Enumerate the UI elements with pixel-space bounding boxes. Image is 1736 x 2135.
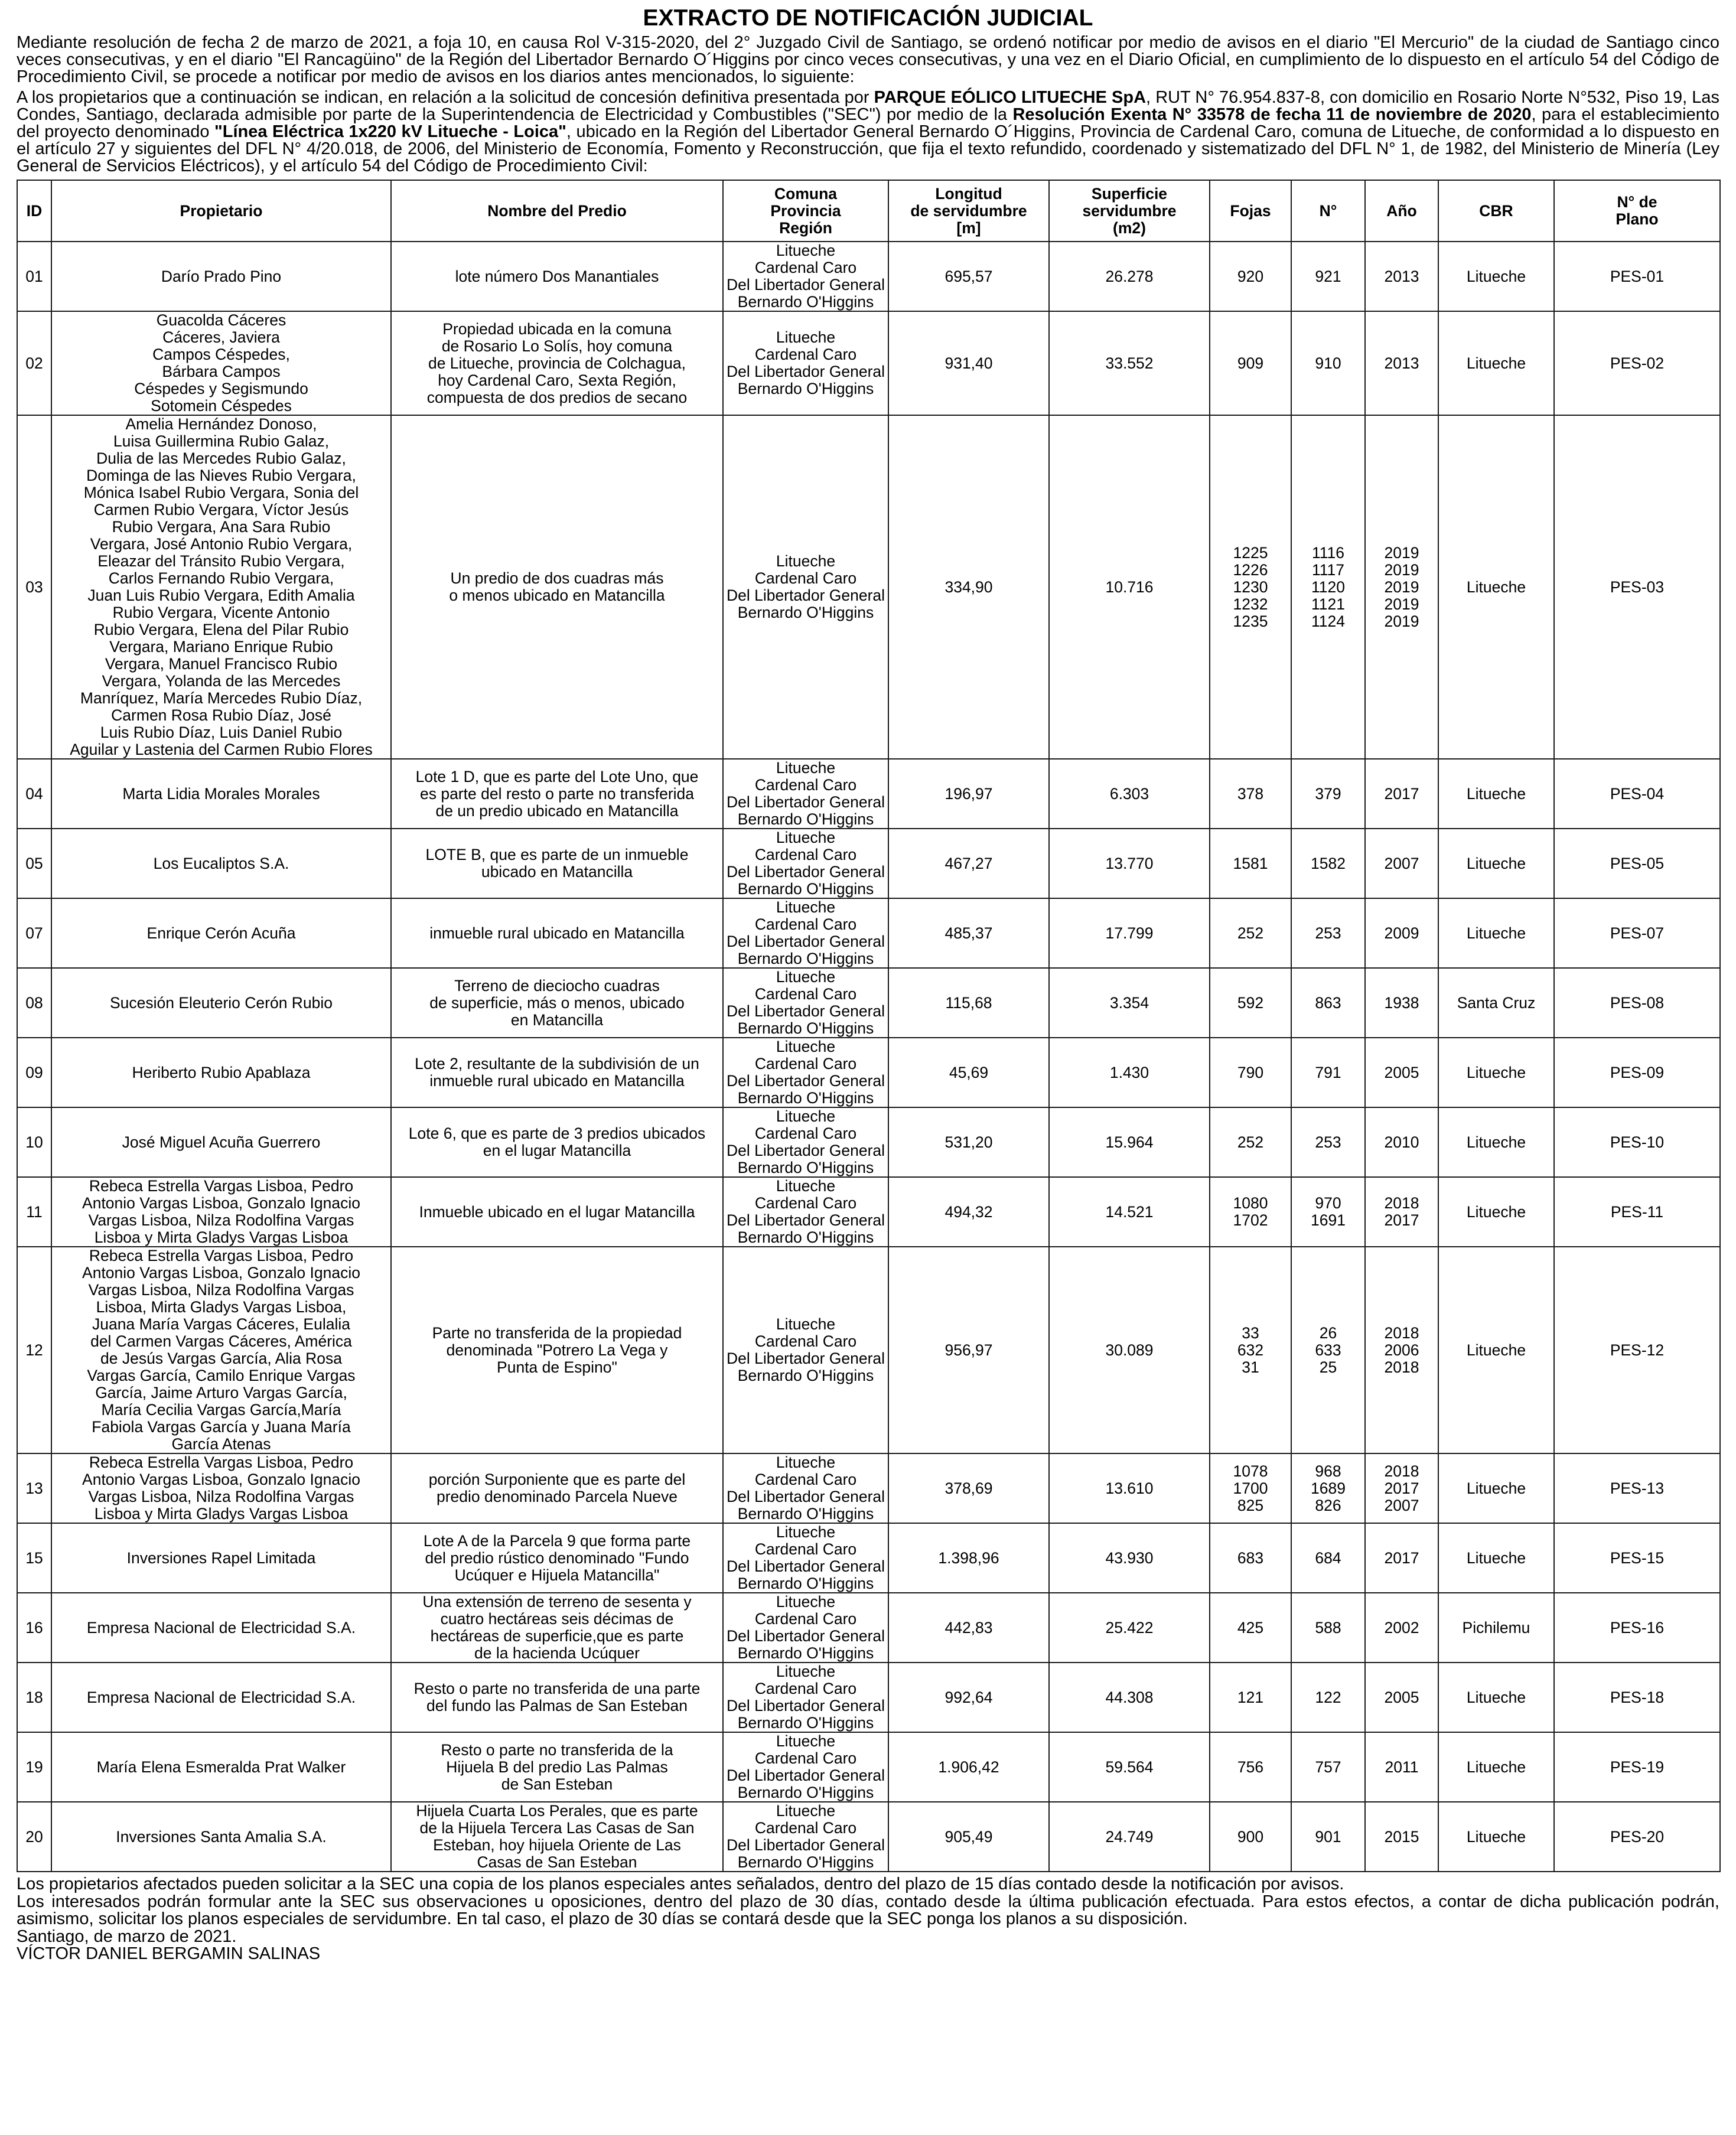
- cell-fojas: 121: [1210, 1663, 1291, 1732]
- cell-comuna: Litueche Cardenal Caro Del Libertador General Bernardo O'Higgins: [723, 968, 888, 1038]
- cell-plano: PES-20: [1554, 1802, 1720, 1872]
- header-superficie: Superficie servidumbre (m2): [1049, 180, 1210, 242]
- cell-anio: 2017: [1365, 759, 1438, 829]
- cell-id: 08: [17, 968, 51, 1038]
- cell-cbr: Litueche: [1438, 759, 1554, 829]
- cell-cbr: Litueche: [1438, 311, 1554, 415]
- cell-comuna: Litueche Cardenal Caro Del Libertador General Bernardo O'Higgins: [723, 1802, 888, 1872]
- cell-nombre-predio: inmueble rural ubicado en Matancilla: [391, 898, 723, 968]
- cell-anio: 2019 2019 2019 2019 2019: [1365, 415, 1438, 759]
- cell-id: 12: [17, 1247, 51, 1453]
- cell-longitud: 115,68: [888, 968, 1049, 1038]
- cell-anio: 2005: [1365, 1663, 1438, 1732]
- cell-numero: 910: [1291, 311, 1365, 415]
- table-row: [17, 1247, 1720, 1453]
- cell-id: 10: [17, 1107, 51, 1177]
- cell-superficie: 26.278: [1049, 242, 1210, 311]
- cell-superficie: 33.552: [1049, 311, 1210, 415]
- footer-line-1: Los propietarios afectados pueden solicitar a la SEC una copia de los planos especiales antes señalados, dentro del plazo de 15 días contado desde la notificación por avisos.: [17, 1875, 1344, 1893]
- cell-longitud: 992,64: [888, 1663, 1049, 1732]
- cell-propietario: Sucesión Eleuterio Cerón Rubio: [51, 968, 391, 1038]
- cell-fojas: 1225 1226 1230 1232 1235: [1210, 415, 1291, 759]
- cell-nombre-predio: lote número Dos Manantiales: [391, 242, 723, 311]
- cell-cbr: Litueche: [1438, 1177, 1554, 1247]
- table-row: [17, 242, 1720, 311]
- cell-cbr: Litueche: [1438, 1107, 1554, 1177]
- company-name: PARQUE EÓLICO LITUECHE SpA: [874, 88, 1147, 107]
- cell-longitud: 956,97: [888, 1247, 1049, 1453]
- cell-cbr: Santa Cruz: [1438, 968, 1554, 1038]
- cell-superficie: 6.303: [1049, 759, 1210, 829]
- cell-plano: PES-18: [1554, 1663, 1720, 1732]
- cell-nombre-predio: Inmueble ubicado en el lugar Matancilla: [391, 1177, 723, 1247]
- document-page: [17, 5, 1719, 1963]
- cell-propietario: Darío Prado Pino: [51, 242, 391, 311]
- cell-plano: PES-13: [1554, 1453, 1720, 1523]
- cell-nombre-predio: Resto o parte no transferida de la Hijuela B del predio Las Palmas de San Esteban: [391, 1732, 723, 1802]
- cell-comuna: Litueche Cardenal Caro Del Libertador General Bernardo O'Higgins: [723, 829, 888, 898]
- cell-anio: 2007: [1365, 829, 1438, 898]
- cell-id: 02: [17, 311, 51, 415]
- cell-longitud: 1.398,96: [888, 1523, 1049, 1593]
- cell-superficie: 13.610: [1049, 1453, 1210, 1523]
- cell-cbr: Litueche: [1438, 1247, 1554, 1453]
- cell-id: 20: [17, 1802, 51, 1872]
- cell-id: 07: [17, 898, 51, 968]
- cell-comuna: Litueche Cardenal Caro Del Libertador General Bernardo O'Higgins: [723, 1247, 888, 1453]
- cell-anio: 2018 2006 2018: [1365, 1247, 1438, 1453]
- cell-longitud: 45,69: [888, 1038, 1049, 1107]
- cell-nombre-predio: Lote 2, resultante de la subdivisión de un inmueble rural ubicado en Matancilla: [391, 1038, 723, 1107]
- cell-comuna: Litueche Cardenal Caro Del Libertador General Bernardo O'Higgins: [723, 759, 888, 829]
- cell-cbr: Litueche: [1438, 1732, 1554, 1802]
- intro-text-2: , RUT N° 76.954.837-8, con domicilio en Rosario Norte N°532, Piso 19, Las Condes, Santiago, declarada admisible por parte de la Superintendencia de Electricidad y Combustibles ("SEC") por medio de la: [17, 88, 1720, 124]
- cell-id: 15: [17, 1523, 51, 1593]
- cell-longitud: 931,40: [888, 311, 1049, 415]
- header-anio: Año: [1365, 180, 1438, 242]
- cell-anio: 2013: [1365, 242, 1438, 311]
- cell-cbr: Litueche: [1438, 1523, 1554, 1593]
- cell-numero: 901: [1291, 1802, 1365, 1872]
- cell-superficie: 43.930: [1049, 1523, 1210, 1593]
- cell-cbr: Litueche: [1438, 1802, 1554, 1872]
- document-title: EXTRACTO DE NOTIFICACIÓN JUDICIAL: [643, 5, 1093, 31]
- cell-longitud: 485,37: [888, 898, 1049, 968]
- cell-numero: 791: [1291, 1038, 1365, 1107]
- cell-anio: 2009: [1365, 898, 1438, 968]
- cell-fojas: 425: [1210, 1593, 1291, 1663]
- cell-cbr: Pichilemu: [1438, 1593, 1554, 1663]
- cell-fojas: 378: [1210, 759, 1291, 829]
- header-id: ID: [17, 180, 51, 242]
- cell-cbr: Litueche: [1438, 1038, 1554, 1107]
- header-propietario: Propietario: [51, 180, 391, 242]
- cell-comuna: Litueche Cardenal Caro Del Libertador General Bernardo O'Higgins: [723, 311, 888, 415]
- cell-anio: 2011: [1365, 1732, 1438, 1802]
- cell-superficie: 1.430: [1049, 1038, 1210, 1107]
- cell-fojas: 1078 1700 825: [1210, 1453, 1291, 1523]
- cell-id: 19: [17, 1732, 51, 1802]
- cell-comuna: Litueche Cardenal Caro Del Libertador General Bernardo O'Higgins: [723, 415, 888, 759]
- cell-superficie: 30.089: [1049, 1247, 1210, 1453]
- cell-numero: 26 633 25: [1291, 1247, 1365, 1453]
- cell-plano: PES-16: [1554, 1593, 1720, 1663]
- cell-numero: 1582: [1291, 829, 1365, 898]
- cell-id: 01: [17, 242, 51, 311]
- cell-fojas: 592: [1210, 968, 1291, 1038]
- cell-plano: PES-07: [1554, 898, 1720, 968]
- table-row: [17, 1732, 1720, 1802]
- owners-table: [17, 180, 1721, 1872]
- cell-plano: PES-11: [1554, 1177, 1720, 1247]
- cell-fojas: 683: [1210, 1523, 1291, 1593]
- cell-propietario: Inversiones Rapel Limitada: [51, 1523, 391, 1593]
- table-row: [17, 311, 1720, 415]
- cell-superficie: 13.770: [1049, 829, 1210, 898]
- table-row: [17, 968, 1720, 1038]
- cell-plano: PES-10: [1554, 1107, 1720, 1177]
- cell-longitud: 1.906,42: [888, 1732, 1049, 1802]
- cell-plano: PES-15: [1554, 1523, 1720, 1593]
- cell-propietario: Enrique Cerón Acuña: [51, 898, 391, 968]
- cell-propietario: Empresa Nacional de Electricidad S.A.: [51, 1593, 391, 1663]
- cell-propietario: Rebeca Estrella Vargas Lisboa, Pedro Antonio Vargas Lisboa, Gonzalo Ignacio Vargas Lisboa, Nilza Rodolfina Vargas Lisboa y Mirta Gladys Vargas Lisboa: [51, 1177, 391, 1247]
- intro-paragraph-1: Mediante resolución de fecha 2 de marzo de 2021, a foja 10, en causa Rol V-315-2020, del 2° Juzgado Civil de Santiago, se ordenó notificar por medio de avisos en el diario "El Mercurio" de la ciudad de Santiago cinco veces consecutivas, y en el diario "El Rancagüino" de la Región del Libertador Bernardo O´Higgins por cinco veces consecutivas, y una vez en el Diario Oficial, en cumplimiento de lo dispuesto en el artículo 54 del Código de Procedimiento Civil, se procede a notificar por medio de avisos en los diarios antes mencionados, lo siguiente:: [17, 33, 1719, 86]
- cell-plano: PES-08: [1554, 968, 1720, 1038]
- cell-longitud: 531,20: [888, 1107, 1049, 1177]
- cell-id: 18: [17, 1663, 51, 1732]
- table-row: [17, 1177, 1720, 1247]
- cell-propietario: Los Eucaliptos S.A.: [51, 829, 391, 898]
- cell-nombre-predio: Una extensión de terreno de sesenta y cuatro hectáreas seis décimas de hectáreas de superficie,que es parte de la hacienda Ucúquer: [391, 1593, 723, 1663]
- cell-numero: 921: [1291, 242, 1365, 311]
- cell-longitud: 196,97: [888, 759, 1049, 829]
- cell-propietario: José Miguel Acuña Guerrero: [51, 1107, 391, 1177]
- cell-fojas: 252: [1210, 1107, 1291, 1177]
- cell-superficie: 14.521: [1049, 1177, 1210, 1247]
- cell-fojas: 920: [1210, 242, 1291, 311]
- cell-longitud: 494,32: [888, 1177, 1049, 1247]
- cell-nombre-predio: Propiedad ubicada en la comuna de Rosario Lo Solís, hoy comuna de Litueche, provincia de Colchagua, hoy Cardenal Caro, Sexta Región, compuesta de dos predios de secano: [391, 311, 723, 415]
- cell-plano: PES-19: [1554, 1732, 1720, 1802]
- cell-superficie: 25.422: [1049, 1593, 1210, 1663]
- cell-anio: 2002: [1365, 1593, 1438, 1663]
- cell-cbr: Litueche: [1438, 242, 1554, 311]
- footer-date: Santiago, de marzo de 2021.: [17, 1927, 237, 1946]
- cell-id: 04: [17, 759, 51, 829]
- cell-propietario: Empresa Nacional de Electricidad S.A.: [51, 1663, 391, 1732]
- header-longitud: Longitud de servidumbre [m]: [888, 180, 1049, 242]
- cell-nombre-predio: Hijuela Cuarta Los Perales, que es parte de la Hijuela Tercera Las Casas de San Esteban, hoy hijuela Oriente de Las Casas de San Esteban: [391, 1802, 723, 1872]
- intro-text-3: , para el establecimiento del proyecto denominado: [17, 105, 1720, 141]
- cell-numero: 122: [1291, 1663, 1365, 1732]
- cell-anio: 2018 2017 2007: [1365, 1453, 1438, 1523]
- cell-fojas: 790: [1210, 1038, 1291, 1107]
- cell-longitud: 905,49: [888, 1802, 1049, 1872]
- footer: [17, 1876, 1719, 1963]
- cell-plano: PES-04: [1554, 759, 1720, 829]
- cell-anio: 2013: [1365, 311, 1438, 415]
- cell-comuna: Litueche Cardenal Caro Del Libertador General Bernardo O'Higgins: [723, 1453, 888, 1523]
- resolution-reference: Resolución Exenta N° 33578 de fecha 11 de noviembre de 2020: [1012, 105, 1532, 124]
- cell-superficie: 44.308: [1049, 1663, 1210, 1732]
- table-row: [17, 1802, 1720, 1872]
- cell-nombre-predio: Lote A de la Parcela 9 que forma parte del predio rústico denominado "Fundo Ucúquer e Hijuela Matancilla": [391, 1523, 723, 1593]
- cell-numero: 863: [1291, 968, 1365, 1038]
- cell-cbr: Litueche: [1438, 898, 1554, 968]
- table-row: [17, 1453, 1720, 1523]
- cell-fojas: 1581: [1210, 829, 1291, 898]
- cell-comuna: Litueche Cardenal Caro Del Libertador General Bernardo O'Higgins: [723, 1523, 888, 1593]
- cell-nombre-predio: Parte no transferida de la propiedad denominada "Potrero La Vega y Punta de Espino": [391, 1247, 723, 1453]
- table-row: [17, 1107, 1720, 1177]
- cell-fojas: 252: [1210, 898, 1291, 968]
- cell-cbr: Litueche: [1438, 415, 1554, 759]
- cell-numero: 757: [1291, 1732, 1365, 1802]
- cell-id: 13: [17, 1453, 51, 1523]
- cell-superficie: 24.749: [1049, 1802, 1210, 1872]
- intro-text-4: , ubicado en la Región del Libertador General Bernardo O´Higgins, Provincia de Cardenal Caro, comuna de Litueche, de conformidad a lo dispuesto en el artículo 27 y siguientes del DFL N° 4/20.018, de 2006, del Ministerio de Economía, Fomento y Reconstrucción, que fija el texto refundido, coordenado y sistematizado del DFL N° 1, de 1982, del Ministerio de Minería (Ley General de Servicios Eléctricos), y el artículo 54 del Código de Procedimiento Civil:: [17, 122, 1719, 175]
- cell-anio: 2017: [1365, 1523, 1438, 1593]
- header-numero: N°: [1291, 180, 1365, 242]
- cell-superficie: 59.564: [1049, 1732, 1210, 1802]
- table-row: [17, 1663, 1720, 1732]
- footer-signature: VÍCTOR DANIEL BERGAMIN SALINAS: [17, 1944, 321, 1963]
- cell-anio: 2010: [1365, 1107, 1438, 1177]
- cell-cbr: Litueche: [1438, 1453, 1554, 1523]
- cell-nombre-predio: Terreno de dieciocho cuadras de superficie, más o menos, ubicado en Matancilla: [391, 968, 723, 1038]
- cell-numero: 379: [1291, 759, 1365, 829]
- cell-propietario: Heriberto Rubio Apablaza: [51, 1038, 391, 1107]
- cell-nombre-predio: Resto o parte no transferida de una parte del fundo las Palmas de San Esteban: [391, 1663, 723, 1732]
- cell-numero: 1116 1117 1120 1121 1124: [1291, 415, 1365, 759]
- cell-propietario: Rebeca Estrella Vargas Lisboa, Pedro Antonio Vargas Lisboa, Gonzalo Ignacio Vargas Lisboa, Nilza Rodolfina Vargas Lisboa y Mirta Gladys Vargas Lisboa: [51, 1453, 391, 1523]
- cell-superficie: 15.964: [1049, 1107, 1210, 1177]
- cell-propietario: Guacolda Cáceres Cáceres, Javiera Campos Céspedes, Bárbara Campos Céspedes y Segismundo Sotomein Céspedes: [51, 311, 391, 415]
- header-nombre-predio: Nombre del Predio: [391, 180, 723, 242]
- cell-superficie: 10.716: [1049, 415, 1210, 759]
- cell-propietario: Amelia Hernández Donoso, Luisa Guillermina Rubio Galaz, Dulia de las Mercedes Rubio Galaz, Dominga de las Nieves Rubio Vergara, Mónica Isabel Rubio Vergara, Sonia del Carmen Rubio Vergara, Víctor Jesús Rubio Vergara, Ana Sara Rubio Vergara, José Antonio Rubio Vergara, Eleazar del Tránsito Rubio Vergara, Carlos Fernando Rubio Vergara, Juan Luis Rubio Vergara, Edith Amalia Rubio Vergara, Vicente Antonio Rubio Vergara, Elena del Pilar Rubio Vergara, Mariano Enrique Rubio Vergara, Manuel Francisco Rubio Vergara, Yolanda de las Mercedes Manríquez, María Mercedes Rubio Díaz, Carmen Rosa Rubio Díaz, José Luis Rubio Díaz, Luis Daniel Rubio Aguilar y Lastenia del Carmen Rubio Flores: [51, 415, 391, 759]
- cell-nombre-predio: porción Surponiente que es parte del predio denominado Parcela Nueve: [391, 1453, 723, 1523]
- table-row: [17, 898, 1720, 968]
- cell-plano: PES-01: [1554, 242, 1720, 311]
- cell-superficie: 3.354: [1049, 968, 1210, 1038]
- cell-comuna: Litueche Cardenal Caro Del Libertador General Bernardo O'Higgins: [723, 898, 888, 968]
- cell-id: 09: [17, 1038, 51, 1107]
- cell-anio: 2018 2017: [1365, 1177, 1438, 1247]
- cell-plano: PES-05: [1554, 829, 1720, 898]
- project-name: "Línea Eléctrica 1x220 kV Litueche - Loica": [214, 122, 566, 141]
- cell-plano: PES-09: [1554, 1038, 1720, 1107]
- cell-fojas: 1080 1702: [1210, 1177, 1291, 1247]
- cell-longitud: 378,69: [888, 1453, 1049, 1523]
- cell-propietario: María Elena Esmeralda Prat Walker: [51, 1732, 391, 1802]
- cell-nombre-predio: LOTE B, que es parte de un inmueble ubicado en Matancilla: [391, 829, 723, 898]
- footer-line-2: Los interesados podrán formular ante la SEC sus observaciones u oposiciones, dentro del plazo de 30 días, contado desde la última publicación efectuada. Para estos efectos, a contar de dicha publicación podrán, asimismo, solicitar los planos especiales de servidumbre. En tal caso, el plazo de 30 días se contará desde que la SEC ponga los planos a su disposición.: [17, 1892, 1719, 1928]
- cell-comuna: Litueche Cardenal Caro Del Libertador General Bernardo O'Higgins: [723, 1732, 888, 1802]
- intro-paragraph-2: [17, 89, 1719, 175]
- cell-comuna: Litueche Cardenal Caro Del Libertador General Bernardo O'Higgins: [723, 1593, 888, 1663]
- cell-longitud: 467,27: [888, 829, 1049, 898]
- cell-numero: 588: [1291, 1593, 1365, 1663]
- cell-numero: 684: [1291, 1523, 1365, 1593]
- cell-id: 11: [17, 1177, 51, 1247]
- cell-superficie: 17.799: [1049, 898, 1210, 968]
- table-row: [17, 1038, 1720, 1107]
- cell-longitud: 334,90: [888, 415, 1049, 759]
- cell-fojas: 756: [1210, 1732, 1291, 1802]
- cell-longitud: 695,57: [888, 242, 1049, 311]
- cell-comuna: Litueche Cardenal Caro Del Libertador General Bernardo O'Higgins: [723, 1663, 888, 1732]
- cell-anio: 1938: [1365, 968, 1438, 1038]
- cell-fojas: 900: [1210, 1802, 1291, 1872]
- table-row: [17, 1593, 1720, 1663]
- cell-id: 16: [17, 1593, 51, 1663]
- table-header-row: [17, 180, 1720, 242]
- table-body: [17, 242, 1720, 1872]
- cell-nombre-predio: Un predio de dos cuadras más o menos ubicado en Matancilla: [391, 415, 723, 759]
- cell-nombre-predio: Lote 6, que es parte de 3 predios ubicados en el lugar Matancilla: [391, 1107, 723, 1177]
- cell-longitud: 442,83: [888, 1593, 1049, 1663]
- cell-plano: PES-03: [1554, 415, 1720, 759]
- cell-id: 05: [17, 829, 51, 898]
- table-row: [17, 415, 1720, 759]
- cell-comuna: Litueche Cardenal Caro Del Libertador General Bernardo O'Higgins: [723, 242, 888, 311]
- cell-numero: 968 1689 826: [1291, 1453, 1365, 1523]
- cell-id: 03: [17, 415, 51, 759]
- cell-anio: 2015: [1365, 1802, 1438, 1872]
- header-fojas: Fojas: [1210, 180, 1291, 242]
- cell-plano: PES-12: [1554, 1247, 1720, 1453]
- cell-fojas: 33 632 31: [1210, 1247, 1291, 1453]
- table-row: [17, 829, 1720, 898]
- cell-anio: 2005: [1365, 1038, 1438, 1107]
- cell-cbr: Litueche: [1438, 1663, 1554, 1732]
- header-cbr: CBR: [1438, 180, 1554, 242]
- cell-propietario: Marta Lidia Morales Morales: [51, 759, 391, 829]
- table-row: [17, 759, 1720, 829]
- cell-propietario: Rebeca Estrella Vargas Lisboa, Pedro Antonio Vargas Lisboa, Gonzalo Ignacio Vargas Lisboa, Nilza Rodolfina Vargas Lisboa, Mirta Gladys Vargas Lisboa, Juana María Vargas Cáceres, Eulalia del Carmen Vargas Cáceres, América de Jesús Vargas García, Alia Rosa Vargas García, Camilo Enrique Vargas García, Jaime Arturo Vargas García, María Cecilia Vargas García,María Fabiola Vargas García y Juana María García Atenas: [51, 1247, 391, 1453]
- header-comuna: Comuna Provincia Región: [723, 180, 888, 242]
- cell-propietario: Inversiones Santa Amalia S.A.: [51, 1802, 391, 1872]
- cell-nombre-predio: Lote 1 D, que es parte del Lote Uno, que es parte del resto o parte no transferida de un predio ubicado en Matancilla: [391, 759, 723, 829]
- intro-text-1: A los propietarios que a continuación se indican, en relación a la solicitud de concesión definitiva presentada por: [17, 88, 874, 107]
- cell-comuna: Litueche Cardenal Caro Del Libertador General Bernardo O'Higgins: [723, 1177, 888, 1247]
- cell-numero: 253: [1291, 1107, 1365, 1177]
- cell-comuna: Litueche Cardenal Caro Del Libertador General Bernardo O'Higgins: [723, 1107, 888, 1177]
- cell-numero: 970 1691: [1291, 1177, 1365, 1247]
- cell-comuna: Litueche Cardenal Caro Del Libertador General Bernardo O'Higgins: [723, 1038, 888, 1107]
- cell-numero: 253: [1291, 898, 1365, 968]
- header-plano: N° de Plano: [1554, 180, 1720, 242]
- cell-plano: PES-02: [1554, 311, 1720, 415]
- cell-cbr: Litueche: [1438, 829, 1554, 898]
- cell-fojas: 909: [1210, 311, 1291, 415]
- table-row: [17, 1523, 1720, 1593]
